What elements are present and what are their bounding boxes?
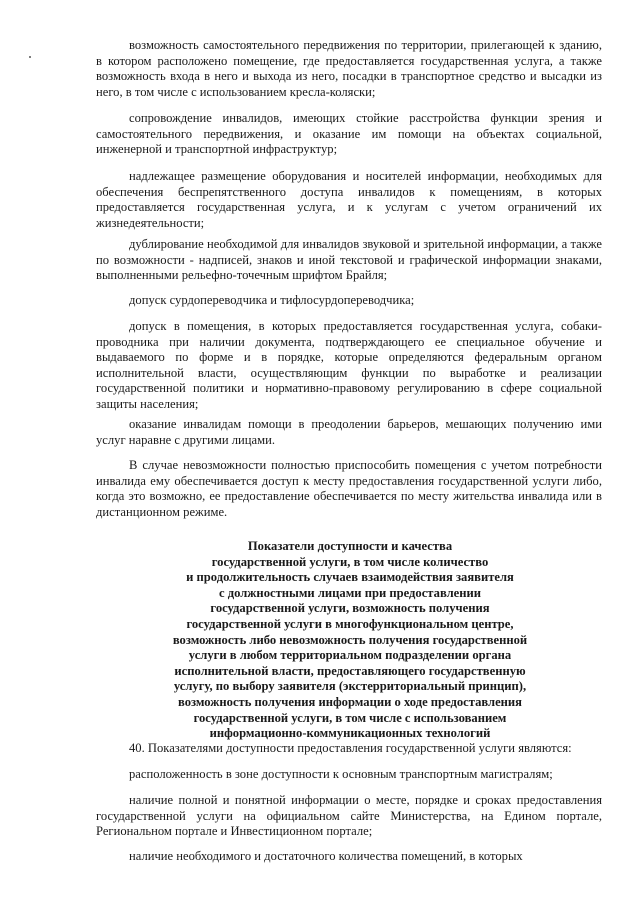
heading-line: государственной услуги, в том числе количество: [211, 554, 489, 569]
scan-speck: [29, 56, 31, 58]
heading-line: государственной услуги, в том числе с использованием: [193, 710, 507, 725]
heading-line: и продолжительность случаев взаимодействия заявителя: [186, 570, 514, 585]
paragraph-information: наличие полной и понятной информации о месте, порядке и сроках предоставления государственной услуги на официальном сайте Министерства, на Едином портале, Региональном портале и Инвестиционном портале;: [96, 793, 602, 839]
paragraph-mobility: возможность самостоятельного передвижения по территории, прилегающей к зданию, в котором расположено помещение, где предоставляется государственная услуга, а также возможность входа в него и выхода из него, посадки в транспортное средство и высадки из него, в том числе с использованием кресла-коляски;: [96, 38, 602, 99]
paragraph-escort: сопровождение инвалидов, имеющих стойкие расстройства функции зрения и самостоятельного передвижения, и оказание им помощи на объектах социальной, инженерной и транспортной инфраструктур;: [96, 111, 602, 157]
heading-line: государственной услуги, возможность получения: [210, 601, 490, 616]
paragraph-item-40: 40. Показателями доступности предоставления государственной услуги являются:: [129, 741, 572, 755]
heading-line: возможность получения информации о ходе предоставления: [177, 694, 522, 709]
paragraph-guide-dog: допуск в помещения, в которых предоставляется государственная услуга, собаки-проводника при наличии документа, подтверждающего ее специальное обучение и выдаваемого по форме и в порядке, которые определяются федеральным органом исполнительной власти, осуществляющим функции по выработке и реализации государственной политики и нормативно-правовому регулированию в сфере социальной защиты населения;: [96, 319, 602, 411]
paragraph-equipment: надлежащее размещение оборудования и носителей информации, необходимых для обеспечения беспрепятственного доступа инвалидов к помещениям, в которых предоставляется государственная услуга, и к услугам с учетом ограничений их жизнедеятельности;: [96, 169, 602, 230]
section-heading: [110, 539, 590, 742]
heading-line: Показатели доступности и качества: [247, 539, 453, 553]
paragraph-duplication: дублирование необходимой для инвалидов звуковой и зрительной информации, а также по возможности - надписей, знаков и иной текстовой и графической информации знаками, выполненными рельефно-точечным шрифтом Брайля;: [96, 237, 602, 283]
heading-line: с должностными лицами при предоставлении: [219, 585, 481, 600]
heading-line: услуги в любом территориальном подразделении органа: [188, 648, 512, 663]
heading-line: услугу, по выбору заявителя (экстерриториальный принцип),: [173, 679, 527, 694]
heading-line: информационно-коммуникационных технологий: [209, 726, 491, 741]
paragraph-interpreter: допуск сурдопереводчика и тифлосурдопереводчика;: [129, 293, 415, 307]
paragraph-impossibility: В случае невозможности полностью приспособить помещения с учетом потребности инвалида ему обеспечивается доступ к месту предоставления государственной услуги либо, когда это возможно, ее предоставление обеспечивается по месту жительства инвалида или в дистанционном режиме.: [96, 458, 602, 519]
heading-line: возможность либо невозможность получения государственной: [172, 632, 528, 647]
heading-line: государственной услуги в многофункциональном центре,: [186, 616, 514, 631]
heading-line: исполнительной власти, предоставляющего государственную: [174, 663, 526, 678]
paragraph-transport: расположенность в зоне доступности к основным транспортным магистралям;: [129, 767, 553, 781]
paragraph-barriers: оказание инвалидам помощи в преодолении барьеров, мешающих получению ими услуг наравне с другими лицами.: [96, 417, 602, 447]
paragraph-premises: наличие необходимого и достаточного количества помещений, в которых: [129, 849, 523, 863]
